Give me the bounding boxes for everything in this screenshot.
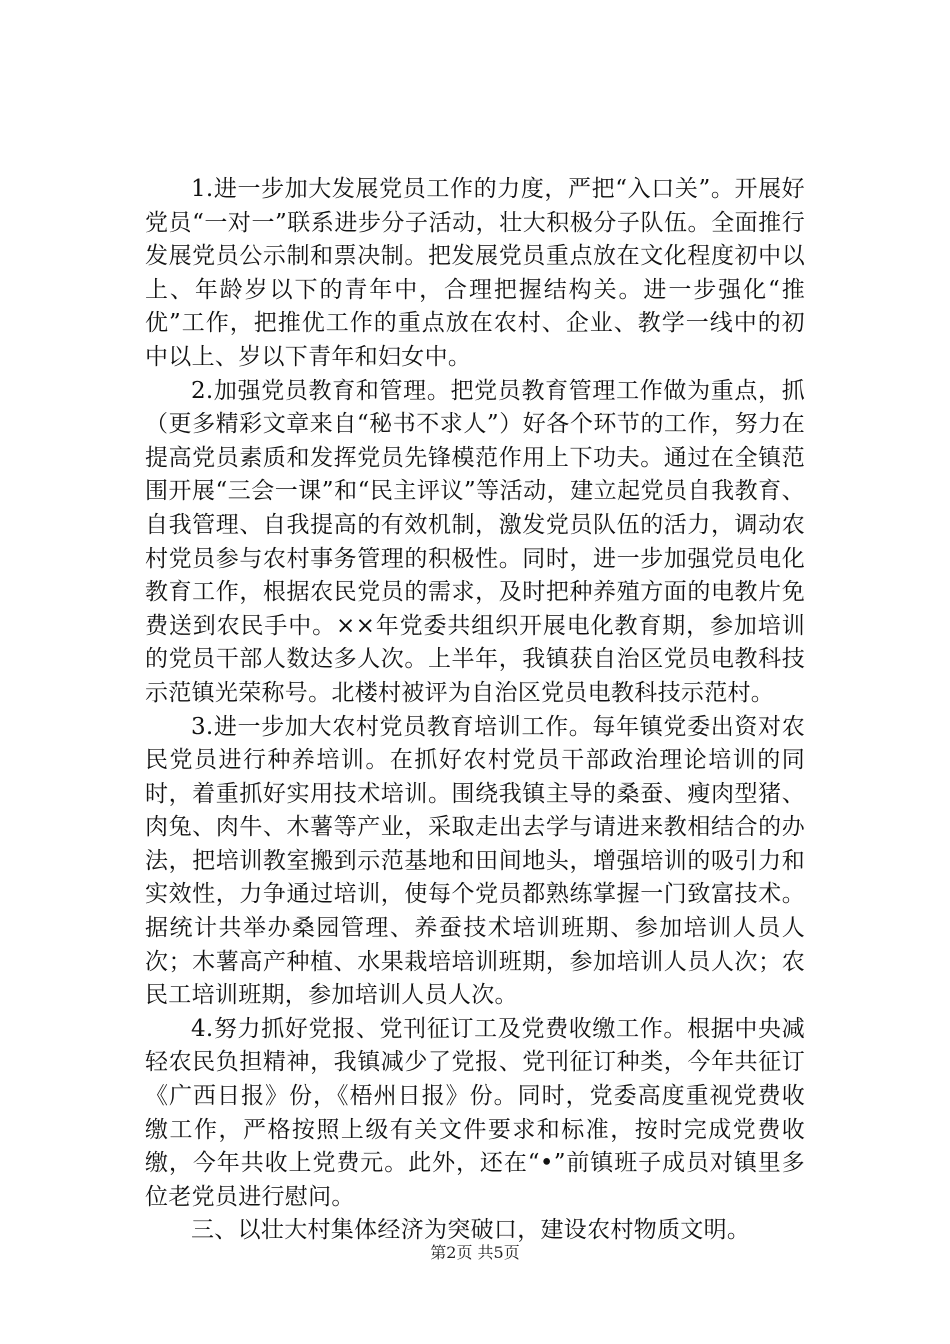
paragraph-1: 1.进一步加大发展党员工作的力度，严把“入口关”。开展好党员“一对一”联系进步分子活动，壮大积极分子队伍。全面推行发展党员公示制和票决制。把发展党员重点放在文化程度初中以上、年龄岁以下的青年中，合理把握结构关。进一步强化“推优”工作，把推优工作的重点放在农村、企业、教学一线中的初中以上、岁以下青年和妇女中。: [145, 176, 805, 370]
section-heading-3: 三、以壮大村集体经济为突破口，建设农村物质文明。: [191, 1217, 751, 1244]
paragraph-4: 4.努力抓好党报、党刊征订工及党费收缴工作。根据中央减轻农民负担精神，我镇减少了党报、党刊征订种类，今年共征订《广西日报》份，《梧州日报》份。同时，党委高度重视党费收缴工作，严格按照上级有关文件要求和标准，按时完成党费收缴，今年共收上党费元。此外，还在“•”前镇班子成员对镇里多位老党员进行慰问。: [145, 1015, 805, 1210]
paragraph-3: 3.进一步加大农村党员教育培训工作。每年镇党委出资对农民党员进行种养培训。在抓好农村党员干部政治理论培训的同时，着重抓好实用技术培训。围绕我镇主导的桑蚕、瘦肉型猪、肉兔、肉牛、木薯等产业，采取走出去学与请进来教相结合的办法，把培训教室搬到示范基地和田间地头，增强培训的吸引力和实效性，力争通过培训，使每个党员都熟练掌握一门致富技术。据统计共举办桑园管理、养蚕技术培训班期、参加培训人员人次；木薯高产种植、水果栽培培训班期，参加培训人员人次；农民工培训班期，参加培训人员人次。: [145, 713, 805, 1009]
paragraph-2: 2.加强党员教育和管理。把党员教育管理工作做为重点，抓（更多精彩文章来自“秘书不求人”）好各个环节的工作，努力在提高党员素质和发挥党员先锋模范作用上下功夫。通过在全镇范围开展“三会一课”和“民主评议”等活动，建立起党员自我教育、自我管理、自我提高的有效机制，激发党员队伍的活力，调动农村党员参与农村事务管理的积极性。同时，进一步加强党员电化教育工作，根据农民党员的需求，及时把种养殖方面的电教片免费送到农民手中。××年党委共组织开展电化教育期，参加培训的党员干部人数达多人次。上半年，我镇获自治区党员电教科技示范镇光荣称号。北楼村被评为自治区党员电教科技示范村。: [145, 377, 805, 706]
document-body: [145, 173, 805, 1248]
page-number-footer: 第2页 共5页: [430, 1243, 520, 1262]
